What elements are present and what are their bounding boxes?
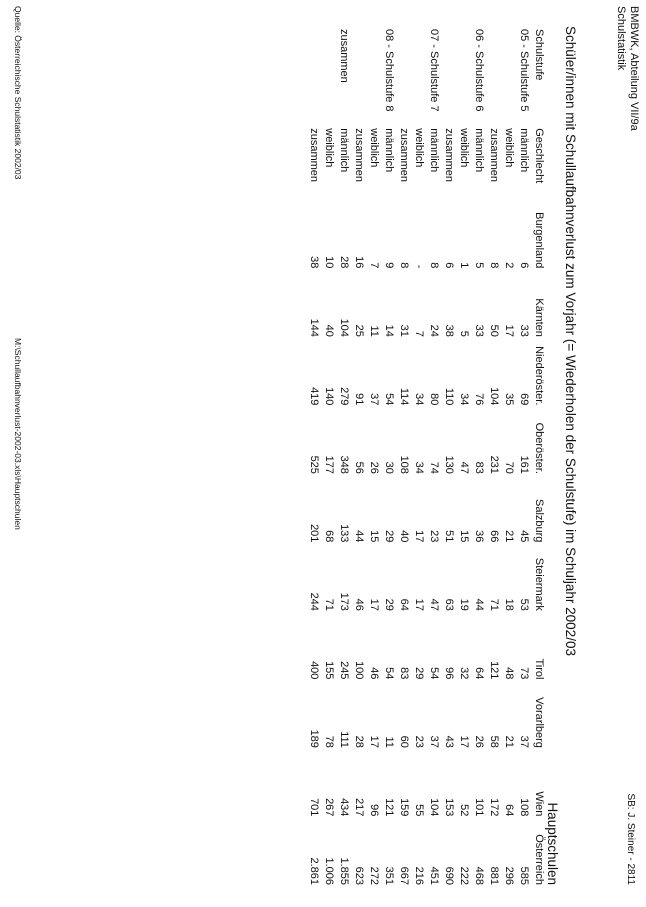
school-level-cell: [321, 26, 336, 125]
value-cell: 114: [398, 387, 410, 406]
table-row: [366, 26, 381, 888]
value-cell: 66: [488, 530, 500, 543]
organization-name: BMBWK, Abteilung VII/9a: [628, 6, 640, 131]
value-cell: 8: [398, 262, 410, 269]
school-level-cell: [501, 26, 516, 125]
table-row: [336, 26, 351, 888]
value-cell: 11: [383, 736, 395, 748]
value-cell: 296: [503, 866, 515, 885]
value-cell: 24: [428, 324, 440, 337]
column-header: Burgenland: [533, 212, 545, 269]
value-cell: 2.861: [308, 857, 320, 885]
value-cell: 159: [398, 798, 410, 817]
table-row: [441, 26, 456, 888]
value-cell: 623: [353, 866, 365, 885]
value-cell: 881: [488, 866, 500, 885]
gender-cell: zusammen: [443, 128, 455, 183]
value-cell: 43: [443, 735, 455, 748]
value-cell: 33: [473, 324, 485, 337]
school-level-cell: 06 - Schulstufe 6: [473, 29, 485, 112]
value-cell: 69: [518, 393, 530, 406]
value-cell: 14: [383, 324, 395, 337]
value-cell: 64: [503, 804, 515, 817]
value-cell: 38: [443, 324, 455, 337]
value-cell: 172: [488, 798, 500, 817]
gender-cell: zusammen: [353, 128, 365, 183]
school-level-cell: [306, 26, 321, 125]
column-header: Österreich: [533, 834, 545, 885]
value-cell: 28: [353, 735, 365, 748]
value-cell: 47: [428, 598, 440, 611]
value-cell: 667: [398, 866, 410, 885]
table-row: [486, 26, 501, 888]
value-cell: 60: [398, 735, 410, 748]
table-row: [456, 26, 471, 888]
value-cell: 15: [368, 530, 380, 543]
value-cell: 8: [488, 262, 500, 269]
table-row: [411, 26, 426, 888]
value-cell: 34: [458, 393, 470, 406]
value-cell: 96: [368, 804, 380, 817]
value-cell: 468: [473, 866, 485, 885]
gender-cell: weiblich: [458, 128, 470, 168]
value-cell: 15: [458, 530, 470, 543]
value-cell: 91: [353, 393, 365, 406]
value-cell: 68: [323, 530, 335, 543]
school-type-label: Hauptschulen: [545, 802, 560, 885]
value-cell: 58: [488, 735, 500, 748]
gender-cell: weiblich: [323, 128, 335, 168]
value-cell: 40: [323, 324, 335, 337]
column-header: Vorarlberg: [533, 697, 545, 748]
value-cell: 267: [323, 798, 335, 817]
value-cell: 17: [413, 530, 425, 543]
value-cell: 70: [503, 461, 515, 474]
value-cell: 17: [413, 598, 425, 611]
table-row: [321, 26, 336, 888]
value-cell: 419: [308, 387, 320, 406]
value-cell: 121: [383, 798, 395, 817]
value-cell: 53: [518, 598, 530, 611]
value-cell: 104: [428, 798, 440, 817]
value-cell: 78: [323, 735, 335, 748]
value-cell: 32: [458, 667, 470, 680]
source-note: Quelle: Österreichische Schulstatistik 2002/03: [13, 6, 23, 180]
value-cell: 110: [443, 387, 455, 406]
table-row: [381, 26, 396, 888]
column-header: Oberöster.: [533, 422, 545, 474]
school-level-cell: [366, 26, 381, 125]
value-cell: 44: [473, 598, 485, 611]
value-cell: 17: [458, 735, 470, 748]
value-cell: 34: [413, 461, 425, 474]
value-cell: 56: [353, 461, 365, 474]
value-cell: 161: [518, 455, 530, 474]
value-cell: 2: [503, 262, 515, 269]
gender-cell: männlich: [383, 128, 395, 173]
value-cell: 1.006: [323, 857, 335, 885]
value-cell: 155: [323, 661, 335, 680]
value-cell: 7: [368, 262, 380, 269]
value-cell: 279: [338, 387, 350, 406]
value-cell: 525: [308, 455, 320, 474]
value-cell: 26: [473, 735, 485, 748]
value-cell: 51: [443, 530, 455, 543]
table-row: [501, 26, 516, 888]
value-cell: 96: [443, 667, 455, 680]
value-cell: 46: [368, 667, 380, 680]
page-title: Schüler/innen mit Schullaufbahnverlust zum Vorjahr (= Wiederholen der Schulstufe) im Schuljahr 2002/03: [563, 26, 578, 656]
value-cell: 46: [353, 598, 365, 611]
value-cell: 130: [443, 455, 455, 474]
value-cell: 108: [518, 798, 530, 817]
value-cell: 1.855: [338, 857, 350, 885]
value-cell: 101: [473, 798, 485, 817]
value-cell: 40: [398, 530, 410, 543]
value-cell: 231: [488, 455, 500, 474]
column-header: Kärnten: [533, 298, 545, 337]
value-cell: 451: [428, 866, 440, 885]
value-cell: 351: [383, 866, 395, 885]
value-cell: 80: [428, 393, 440, 406]
column-header: Steiermark: [533, 557, 545, 611]
gender-cell: weiblich: [503, 128, 515, 168]
value-cell: 76: [473, 393, 485, 406]
value-cell: 30: [383, 461, 395, 474]
value-cell: 33: [518, 324, 530, 337]
gender-cell: weiblich: [368, 128, 380, 168]
value-cell: 5: [473, 262, 485, 269]
gender-cell: zusammen: [308, 128, 320, 183]
column-header: Wien: [533, 791, 545, 817]
value-cell: 16: [353, 256, 365, 269]
value-cell: 133: [338, 524, 350, 543]
value-cell: 217: [353, 798, 365, 817]
column-header: Schulstufe: [533, 29, 545, 81]
value-cell: 400: [308, 661, 320, 680]
table-row: [516, 26, 531, 888]
value-cell: 23: [428, 530, 440, 543]
school-level-cell: [441, 26, 456, 125]
value-cell: 83: [398, 667, 410, 680]
column-header: Niederöster.: [533, 346, 545, 406]
value-cell: 36: [473, 530, 485, 543]
value-cell: 37: [518, 735, 530, 748]
value-cell: 17: [368, 735, 380, 748]
value-cell: 29: [413, 667, 425, 680]
value-cell: 10: [323, 256, 335, 269]
value-cell: 9: [383, 262, 395, 269]
value-cell: 37: [368, 393, 380, 406]
gender-cell: männlich: [518, 128, 530, 173]
column-header: Geschlecht: [533, 128, 545, 184]
gender-cell: zusammen: [398, 128, 410, 183]
value-cell: 348: [338, 455, 350, 474]
value-cell: 690: [443, 866, 455, 885]
gender-cell: männlich: [473, 128, 485, 173]
value-cell: 140: [323, 387, 335, 406]
value-cell: 54: [383, 393, 395, 406]
school-level-cell: [411, 26, 426, 125]
school-level-cell: [456, 26, 471, 125]
value-cell: 6: [518, 262, 530, 269]
value-cell: 7: [413, 330, 425, 337]
value-cell: 64: [473, 667, 485, 680]
gender-cell: männlich: [428, 128, 440, 173]
department-name: Schulstatistik: [615, 6, 627, 71]
gender-cell: männlich: [338, 128, 350, 173]
value-cell: 177: [323, 455, 335, 474]
school-level-cell: [486, 26, 501, 125]
value-cell: 189: [308, 729, 320, 748]
value-cell: 26: [368, 461, 380, 474]
value-cell: 64: [398, 598, 410, 611]
value-cell: 31: [398, 324, 410, 337]
value-cell: 201: [308, 524, 320, 543]
value-cell: 6: [443, 262, 455, 269]
value-cell: 50: [488, 324, 500, 337]
value-cell: 47: [458, 461, 470, 474]
value-cell: 173: [338, 592, 350, 611]
value-cell: 244: [308, 592, 320, 611]
value-cell: 55: [413, 804, 425, 817]
school-level-cell: [396, 26, 411, 125]
value-cell: 28: [338, 256, 350, 269]
value-cell: 34: [413, 393, 425, 406]
value-cell: 25: [353, 324, 365, 337]
value-cell: 17: [503, 324, 515, 337]
gender-cell: zusammen: [488, 128, 500, 183]
value-cell: 19: [458, 598, 470, 611]
value-cell: 1: [458, 262, 470, 269]
value-cell: 18: [503, 598, 515, 611]
value-cell: 8: [428, 262, 440, 269]
statistics-table: [306, 26, 546, 888]
value-cell: 54: [428, 667, 440, 680]
school-level-cell: 05 - Schulstufe 5: [518, 29, 530, 112]
value-cell: 29: [383, 530, 395, 543]
value-cell: 35: [503, 393, 515, 406]
value-cell: -: [413, 264, 425, 269]
value-cell: 121: [488, 661, 500, 680]
value-cell: 104: [488, 387, 500, 406]
school-level-cell: 07 - Schulstufe 7: [428, 29, 440, 112]
file-path: M:\Schullaufbahnverlust-2002-03.xls\Hauptschulen: [13, 338, 23, 530]
value-cell: 21: [503, 735, 515, 748]
gender-cell: weiblich: [413, 128, 425, 168]
value-cell: 17: [368, 598, 380, 611]
value-cell: 37: [428, 735, 440, 748]
value-cell: 701: [308, 798, 320, 817]
table-row: [396, 26, 411, 888]
value-cell: 153: [443, 798, 455, 817]
table-row: [426, 26, 441, 888]
value-cell: 38: [308, 256, 320, 269]
value-cell: 71: [323, 598, 335, 611]
school-level-cell: [351, 26, 366, 125]
value-cell: 108: [398, 455, 410, 474]
value-cell: 29: [383, 598, 395, 611]
value-cell: 5: [458, 330, 470, 337]
value-cell: 434: [338, 798, 350, 817]
value-cell: 21: [503, 530, 515, 543]
value-cell: 11: [368, 325, 380, 337]
table-row: [306, 26, 321, 888]
value-cell: 222: [458, 866, 470, 885]
value-cell: 48: [503, 667, 515, 680]
table-row: [351, 26, 366, 888]
column-header: Salzburg: [533, 499, 545, 543]
value-cell: 23: [413, 735, 425, 748]
value-cell: 44: [353, 530, 365, 543]
value-cell: 45: [518, 530, 530, 543]
value-cell: 245: [338, 661, 350, 680]
value-cell: 74: [428, 461, 440, 474]
value-cell: 100: [353, 661, 365, 680]
value-cell: 216: [413, 866, 425, 885]
value-cell: 585: [518, 866, 530, 885]
school-level-cell: zusammen: [338, 29, 350, 83]
value-cell: 104: [338, 318, 350, 337]
table-row: [471, 26, 486, 888]
value-cell: 54: [383, 667, 395, 680]
column-header: Tirol: [533, 658, 545, 680]
value-cell: 63: [443, 598, 455, 611]
value-cell: 73: [518, 667, 530, 680]
school-level-cell: 08 - Schulstufe 8: [383, 29, 395, 112]
value-cell: 111: [338, 731, 350, 748]
value-cell: 52: [458, 804, 470, 817]
document-reference: SB: J. Steiner - 2811: [625, 793, 636, 885]
value-cell: 71: [488, 598, 500, 611]
value-cell: 144: [308, 318, 320, 337]
value-cell: 83: [473, 461, 485, 474]
value-cell: 272: [368, 866, 380, 885]
table-header-row: [531, 26, 546, 888]
